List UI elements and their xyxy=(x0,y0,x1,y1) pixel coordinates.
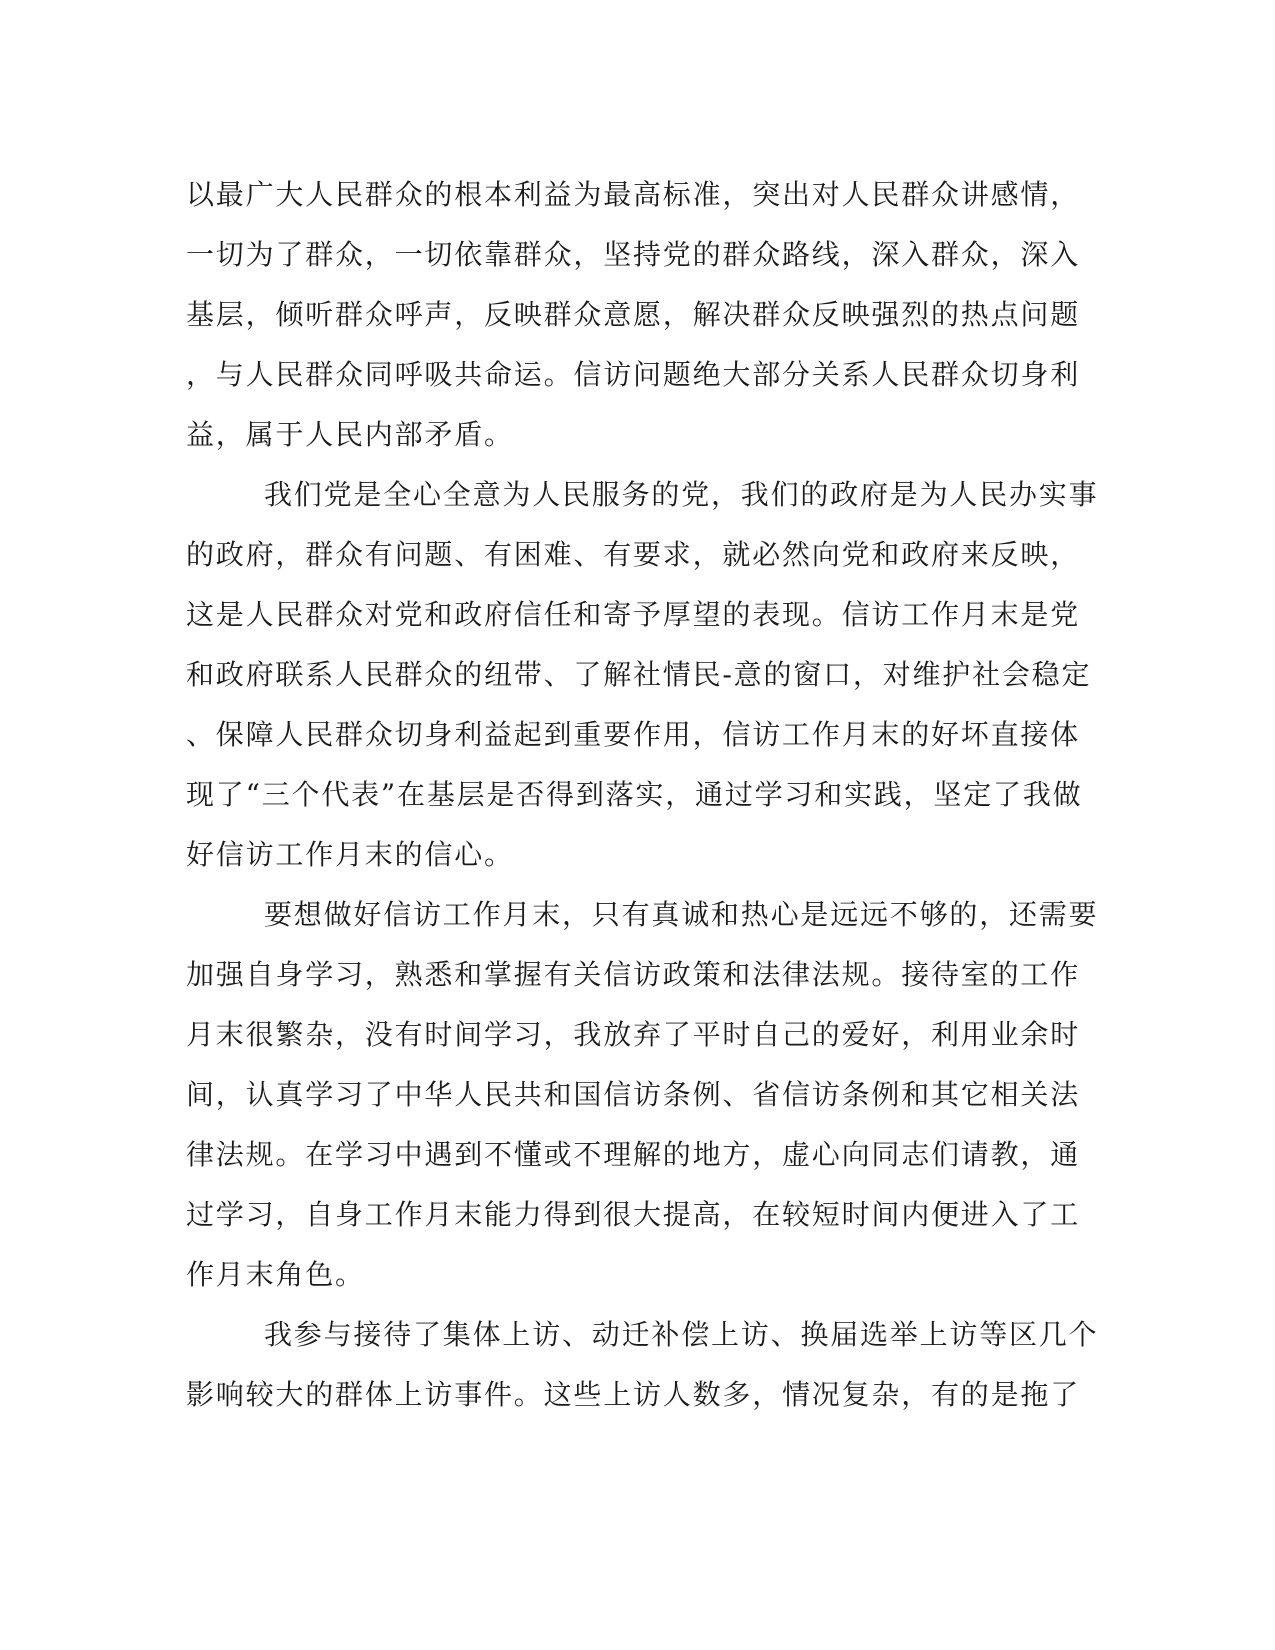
text-line: 作月末角色。 xyxy=(186,1258,365,1291)
paragraph-2 xyxy=(186,465,1099,885)
text-line-first: 我参与接待了集体上访、动迁补偿上访、换届选举上访等区几个 xyxy=(264,1318,1099,1351)
text-line: 加强自身学习，熟悉和掌握有关信访政策和法律法规。接待室的工作 xyxy=(186,958,1081,991)
document-body xyxy=(186,165,1099,1425)
text-line: 好信访工作月末的信心。 xyxy=(186,838,514,871)
text-line: 这是人民群众对党和政府信任和寄予厚望的表现。信访工作月末是党 xyxy=(186,598,1081,631)
text-line-first: 要想做好信访工作月末，只有真诚和热心是远远不够的，还需要 xyxy=(264,898,1099,931)
text-line: 月末很繁杂，没有时间学习，我放弃了平时自己的爱好，利用业余时 xyxy=(186,1018,1081,1051)
paragraph-4 xyxy=(186,1305,1099,1425)
text-line: 益，属于人民内部矛盾。 xyxy=(186,418,514,451)
text-line-first: 我们党是全心全意为人民服务的党，我们的政府是为人民办实事 xyxy=(264,478,1099,511)
text-line: 影响较大的群体上访事件。这些上访人数多，情况复杂，有的是拖了 xyxy=(186,1378,1081,1411)
text-line: 现了“三个代表”在基层是否得到落实，通过学习和实践，坚定了我做 xyxy=(186,778,1083,811)
paragraph-3 xyxy=(186,885,1099,1305)
text-line: 过学习，自身工作月末能力得到很大提高，在较短时间内便进入了工 xyxy=(186,1198,1081,1231)
text-line: 、保障人民群众切身利益起到重要作用，信访工作月末的好坏直接体 xyxy=(186,718,1081,751)
text-line: 基层，倾听群众呼声，反映群众意愿，解决群众反映强烈的热点问题 xyxy=(186,298,1081,331)
text-line: 律法规。在学习中遇到不懂或不理解的地方，虚心向同志们请教，通 xyxy=(186,1138,1081,1171)
paragraph-1 xyxy=(186,165,1096,465)
text-line: 以最广大人民群众的根本利益为最高标准，突出对人民群众讲感情， xyxy=(186,178,1081,211)
text-line: 的政府，群众有问题、有困难、有要求，就必然向党和政府来反映， xyxy=(186,538,1081,571)
text-line: ，与人民群众同呼吸共命运。信访问题绝大部分关系人民群众切身利 xyxy=(186,358,1081,391)
text-line: 一切为了群众，一切依靠群众，坚持党的群众路线，深入群众，深入 xyxy=(186,238,1081,271)
text-line: 和政府联系人民群众的纽带、了解社情民-意的窗口，对维护社会稳定 xyxy=(186,658,1092,691)
text-line: 间，认真学习了中华人民共和国信访条例、省信访条例和其它相关法 xyxy=(186,1078,1081,1111)
